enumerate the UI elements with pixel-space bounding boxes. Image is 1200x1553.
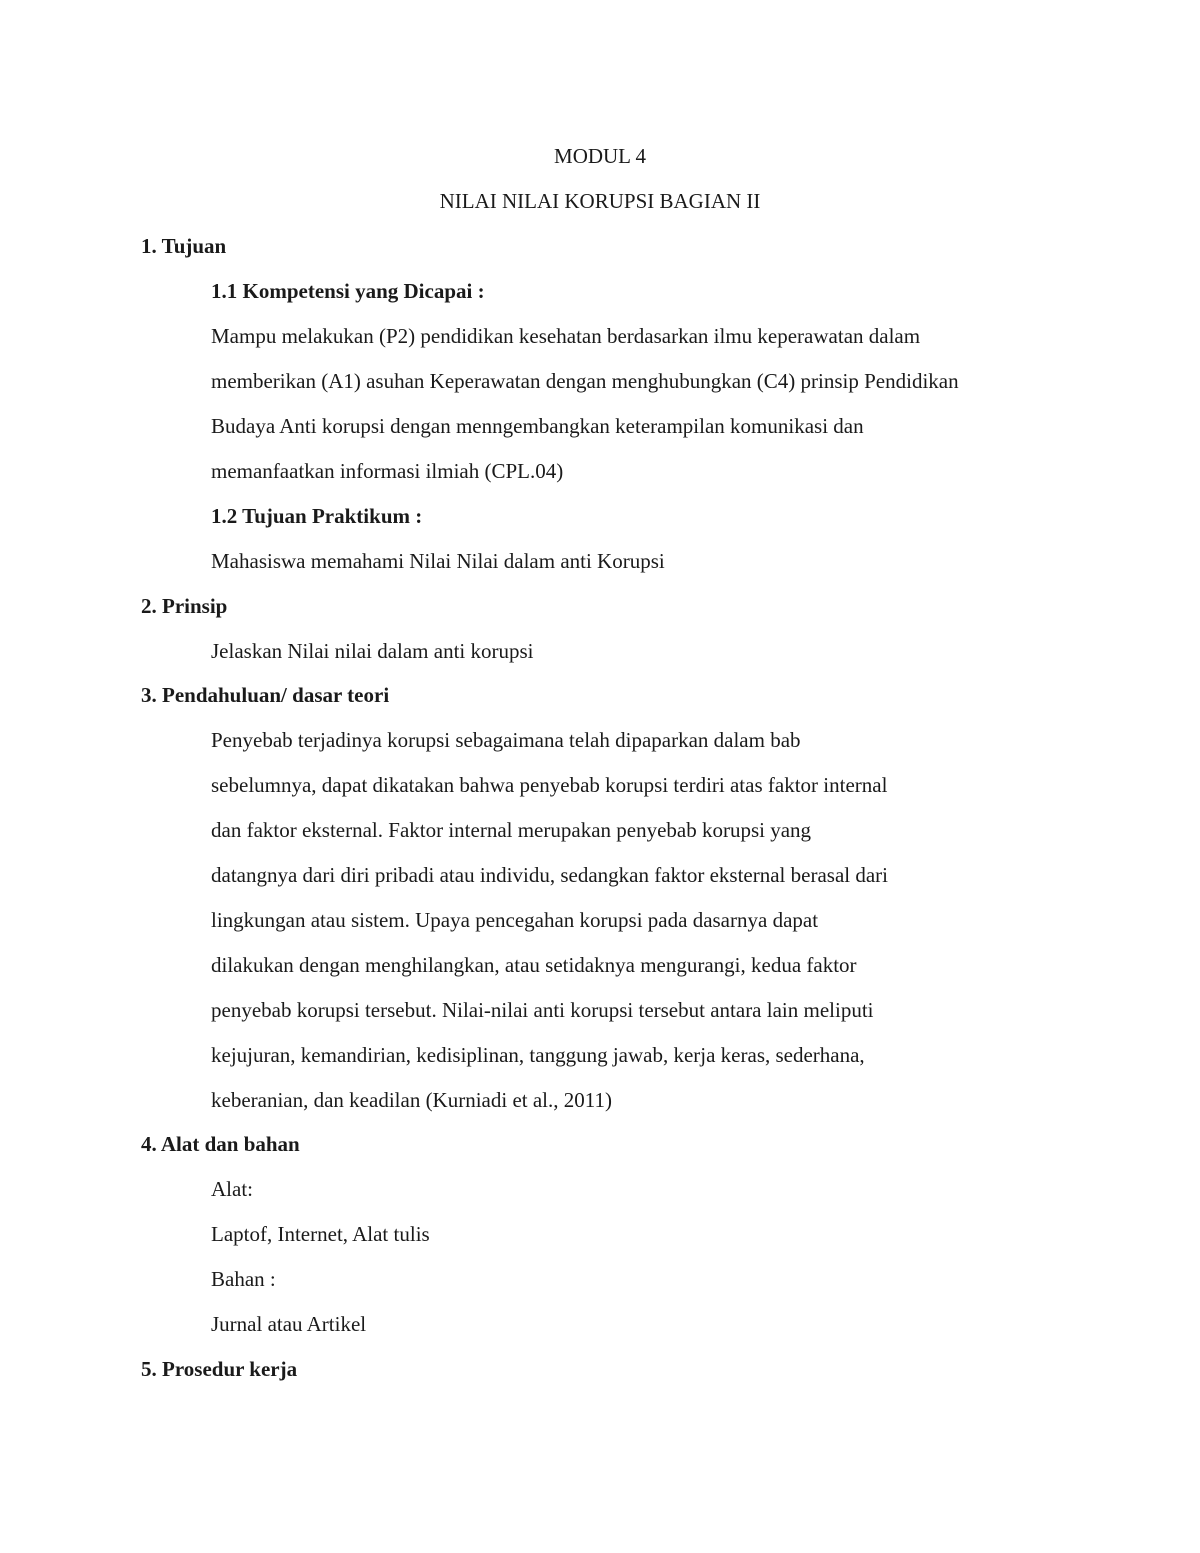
pendahuluan-line: penyebab korupsi tersebut. Nilai-nilai anti korupsi tersebut antara lain meliputi (211, 998, 874, 1022)
kompetensi-line: Mampu melakukan (P2) pendidikan kesehatan berdasarkan ilmu keperawatan dalam (211, 324, 921, 348)
section-heading-alat-bahan: 4. Alat dan bahan (141, 1132, 300, 1156)
alat-label: Alat: (211, 1177, 253, 1201)
pendahuluan-line: lingkungan atau sistem. Upaya pencegahan korupsi pada dasarnya dapat (211, 908, 819, 932)
pendahuluan-line: Penyebab terjadinya korupsi sebagaimana telah dipaparkan dalam bab (211, 728, 801, 752)
section-heading-prinsip: 2. Prinsip (141, 594, 228, 618)
bahan-items: Jurnal atau Artikel (211, 1312, 367, 1336)
subsection-heading-kompetensi: 1.1 Kompetensi yang Dicapai : (211, 279, 485, 303)
pendahuluan-line: dilakukan dengan menghilangkan, atau setidaknya mengurangi, kedua faktor (211, 953, 857, 977)
kompetensi-line: memberikan (A1) asuhan Keperawatan dengan menghubungkan (C4) prinsip Pendidikan (211, 369, 959, 393)
alat-items: Laptof, Internet, Alat tulis (211, 1222, 430, 1246)
praktikum-text: Mahasiswa memahami Nilai Nilai dalam anti Korupsi (211, 549, 665, 573)
pendahuluan-line: keberanian, dan keadilan (Kurniadi et al., 2011) (211, 1088, 612, 1112)
section-heading-prosedur: 5. Prosedur kerja (141, 1357, 298, 1381)
kompetensi-line: memanfaatkan informasi ilmiah (CPL.04) (211, 459, 564, 483)
section-heading-tujuan: 1. Tujuan (141, 234, 227, 258)
section-heading-pendahuluan: 3. Pendahuluan/ dasar teori (141, 683, 390, 707)
prinsip-text: Jelaskan Nilai nilai dalam anti korupsi (211, 639, 534, 663)
subsection-heading-praktikum: 1.2 Tujuan Praktikum : (211, 504, 423, 528)
kompetensi-line: Budaya Anti korupsi dengan menngembangkan keterampilan komunikasi dan (211, 414, 864, 438)
pendahuluan-line: kejujuran, kemandirian, kedisiplinan, tanggung jawab, kerja keras, sederhana, (211, 1043, 865, 1067)
bahan-label: Bahan : (211, 1267, 276, 1291)
pendahuluan-line: sebelumnya, dapat dikatakan bahwa penyebab korupsi terdiri atas faktor internal (211, 773, 888, 797)
document-title: NILAI NILAI KORUPSI BAGIAN II (439, 189, 761, 213)
pendahuluan-line: datangnya dari diri pribadi atau individu, sedangkan faktor eksternal berasal dari (211, 863, 889, 887)
pendahuluan-line: dan faktor eksternal. Faktor internal merupakan penyebab korupsi yang (211, 818, 812, 842)
module-label: MODUL 4 (554, 144, 646, 168)
